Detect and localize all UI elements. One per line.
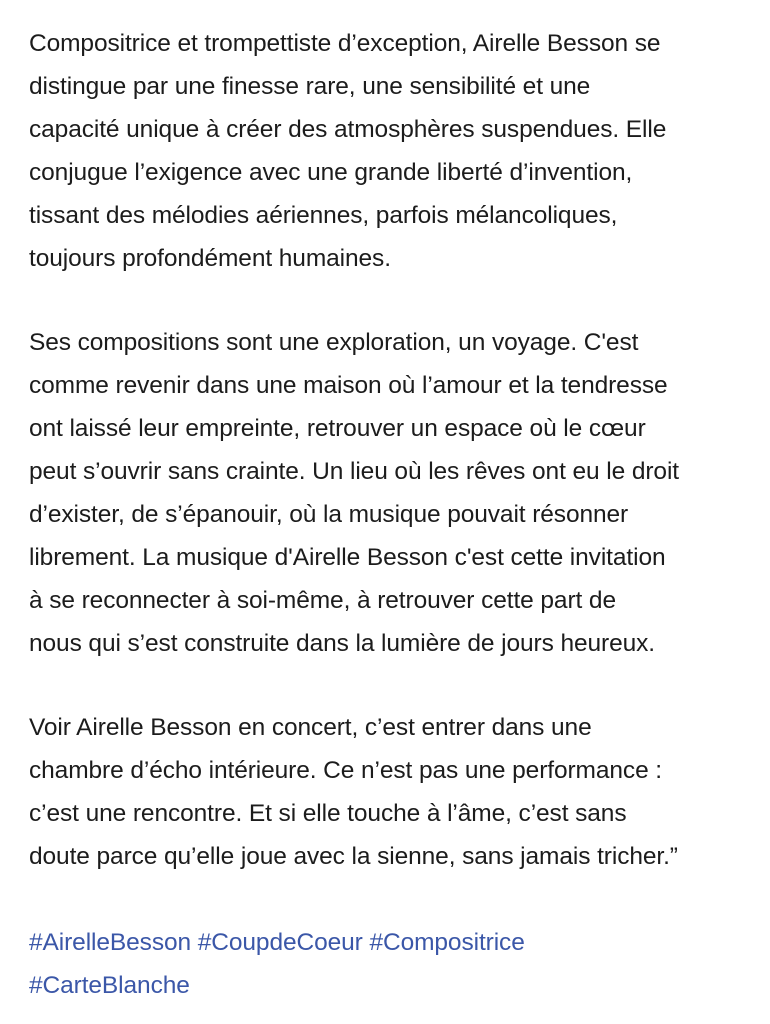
paragraph-line: nous qui s’est construite dans la lumière de jours heureux. — [29, 630, 656, 657]
paragraph-line: tissant des mélodies aériennes, parfois mélancoliques, — [29, 202, 618, 229]
paragraph-line: toujours profondément humaines. — [29, 245, 391, 272]
post-paragraph-1 — [29, 22, 666, 280]
paragraph-line: distingue par une finesse rare, une sensibilité et une — [29, 73, 591, 100]
paragraph-line: ont laissé leur empreinte, retrouver un espace où le cœur — [29, 415, 646, 442]
hashtag-list — [29, 921, 525, 1007]
hashtag-line — [29, 964, 525, 1007]
paragraph-line: librement. La musique d'Airelle Besson c'est cette invitation — [29, 544, 666, 571]
paragraph-line: chambre d’écho intérieure. Ce n’est pas une performance : — [29, 757, 663, 784]
hashtag-link[interactable]: #Compositrice — [369, 929, 525, 956]
hashtag-link[interactable]: #AirelleBesson — [29, 929, 192, 956]
post-paragraph-2 — [29, 321, 679, 665]
paragraph-line: c’est une rencontre. Et si elle touche à l’âme, c’est sans — [29, 800, 627, 827]
paragraph-line: d’exister, de s’épanouir, où la musique pouvait résonner — [29, 501, 629, 528]
paragraph-line: doute parce qu’elle joue avec la sienne, sans jamais tricher.” — [29, 843, 678, 870]
paragraph-line: conjugue l’exigence avec une grande liberté d’invention, — [29, 159, 633, 186]
paragraph-line: Ses compositions sont une exploration, un voyage. C'est — [29, 329, 639, 356]
paragraph-line: capacité unique à créer des atmosphères suspendues. Elle — [29, 116, 667, 143]
hashtag-line — [29, 921, 525, 964]
paragraph-line: à se reconnecter à soi-même, à retrouver cette part de — [29, 587, 616, 614]
paragraph-line: Voir Airelle Besson en concert, c’est entrer dans une — [29, 714, 592, 741]
hashtag-link[interactable]: #CoupdeCoeur — [197, 929, 363, 956]
paragraph-line: comme revenir dans une maison où l’amour et la tendresse — [29, 372, 668, 399]
paragraph-line: Compositrice et trompettiste d’exception, Airelle Besson se — [29, 30, 661, 57]
paragraph-line: peut s’ouvrir sans crainte. Un lieu où les rêves ont eu le droit — [29, 458, 679, 485]
post-paragraph-3 — [29, 706, 678, 878]
hashtag-link[interactable]: #CarteBlanche — [29, 972, 190, 999]
